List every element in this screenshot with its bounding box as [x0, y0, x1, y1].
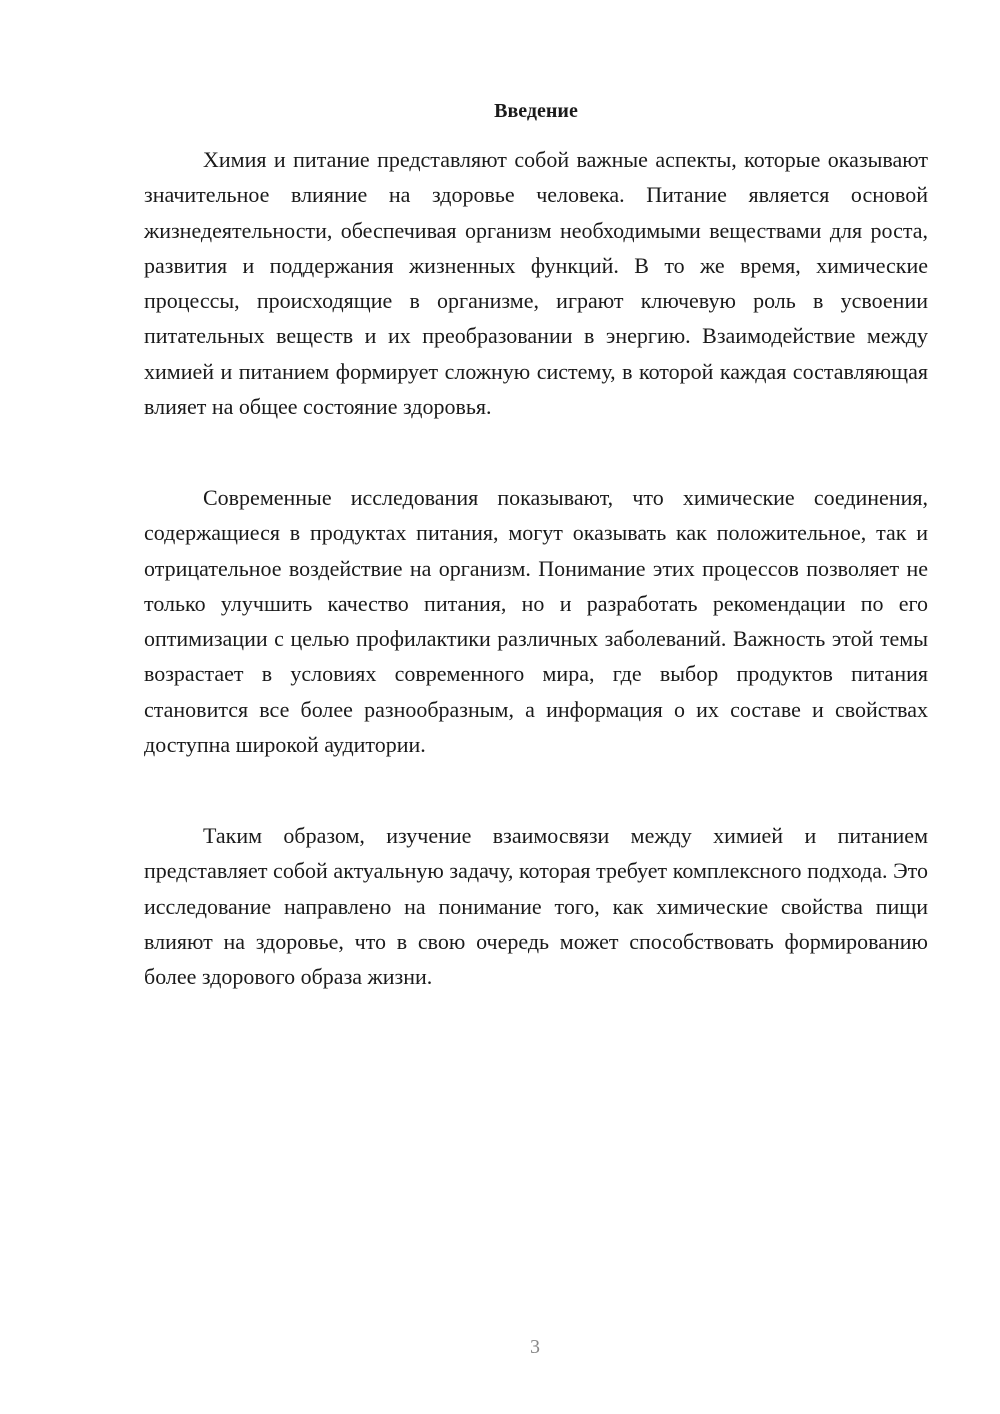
paragraph-3: Таким образом, изучение взаимосвязи между химией и питанием представляет собой актуальную задачу, которая требует комплексного подхода. Это исследование направлено на понимание того, как химические свойства пищи влияют на здоровье, что в свою очередь может способствовать формированию более здорового образа жизни. [144, 823, 928, 990]
page-title: Введение [494, 100, 578, 122]
paragraph-1: Химия и питание представляют собой важные аспекты, которые оказывают значительное влияние на здоровье человека. Питание является основой жизнедеятельности, обеспечивая организм необходимыми веществами для роста, развития и поддержания жизненных функций. В то же время, химические процессы, происходящие в организме, играют ключевую роль в усвоении питательных веществ и их преобразовании в энергию. Взаимодействие между химией и питанием формирует сложную систему, в которой каждая составляющая влияет на общее состояние здоровья. [144, 147, 928, 420]
page-number: 3 [530, 1336, 540, 1358]
paragraph-2: Современные исследования показывают, что химические соединения, содержащиеся в продуктах питания, могут оказывать как положительное, так и отрицательное воздействие на организм. Понимание этих процессов позволяет не только улучшить качество питания, но и разработать рекомендации по его оптимизации с целью профилактики различных заболеваний. Важность этой темы возрастает в условиях современного мира, где выбор продуктов питания становится все более разнообразным, а информация о их составе и свойствах доступна широкой аудитории. [144, 485, 928, 758]
